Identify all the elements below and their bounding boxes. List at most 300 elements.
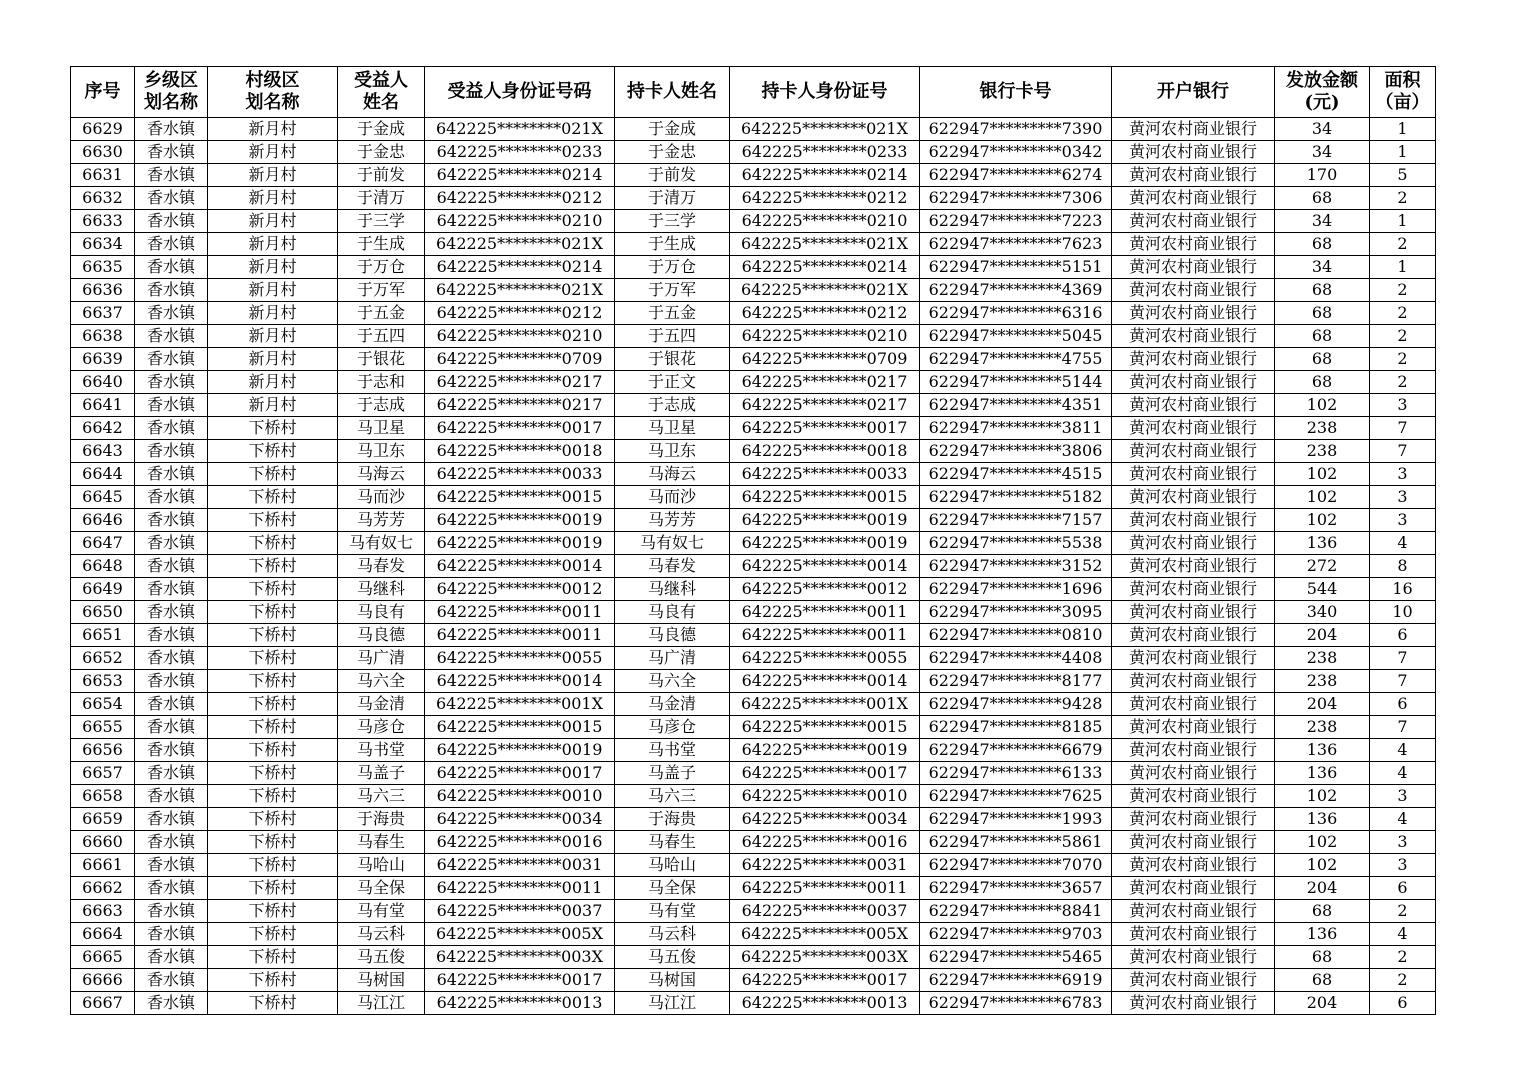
cell-cardholder-name: 于志成	[615, 394, 730, 417]
cell-index: 6641	[71, 394, 135, 417]
cell-amount: 102	[1275, 463, 1370, 486]
cell-village: 新月村	[208, 256, 338, 279]
cell-index: 6657	[71, 762, 135, 785]
cell-beneficiary-name: 于五金	[338, 302, 425, 325]
cell-township: 香水镇	[135, 762, 208, 785]
table-row	[71, 141, 1436, 164]
cell-village: 下桥村	[208, 647, 338, 670]
cell-index: 6646	[71, 509, 135, 532]
cell-beneficiary-id: 642225********0019	[425, 509, 615, 532]
cell-beneficiary-id: 642225********005X	[425, 923, 615, 946]
cell-area: 2	[1370, 279, 1436, 302]
cell-bank: 黄河农村商业银行	[1112, 854, 1275, 877]
col-header-bank: 开户银行	[1112, 67, 1275, 118]
cell-cardholder-name: 于万仓	[615, 256, 730, 279]
cell-township: 香水镇	[135, 302, 208, 325]
cell-village: 下桥村	[208, 417, 338, 440]
cell-beneficiary-name: 于前发	[338, 164, 425, 187]
cell-village: 下桥村	[208, 831, 338, 854]
cell-index: 6636	[71, 279, 135, 302]
cell-index: 6640	[71, 371, 135, 394]
table-row	[71, 371, 1436, 394]
cell-bank-card: 622947*********6274	[920, 164, 1112, 187]
cell-bank: 黄河农村商业银行	[1112, 670, 1275, 693]
cell-amount: 34	[1275, 210, 1370, 233]
cell-beneficiary-name: 于三学	[338, 210, 425, 233]
cell-index: 6648	[71, 555, 135, 578]
cell-cardholder-name: 马全保	[615, 877, 730, 900]
cell-beneficiary-name: 马有堂	[338, 900, 425, 923]
cell-beneficiary-name: 于生成	[338, 233, 425, 256]
col-header-index: 序号	[71, 67, 135, 118]
cell-bank: 黄河农村商业银行	[1112, 440, 1275, 463]
table-row	[71, 463, 1436, 486]
cell-beneficiary-id: 642225********0709	[425, 348, 615, 371]
cell-amount: 68	[1275, 348, 1370, 371]
cell-township: 香水镇	[135, 647, 208, 670]
cell-beneficiary-id: 642225********001X	[425, 693, 615, 716]
cell-township: 香水镇	[135, 923, 208, 946]
cell-township: 香水镇	[135, 946, 208, 969]
cell-beneficiary-id: 642225********0031	[425, 854, 615, 877]
cell-village: 下桥村	[208, 716, 338, 739]
cell-cardholder-id: 642225********0016	[730, 831, 920, 854]
cell-area: 1	[1370, 256, 1436, 279]
cell-beneficiary-id: 642225********021X	[425, 279, 615, 302]
payment-table	[70, 66, 1436, 1015]
cell-index: 6661	[71, 854, 135, 877]
cell-cardholder-name: 于生成	[615, 233, 730, 256]
cell-bank: 黄河农村商业银行	[1112, 831, 1275, 854]
cell-amount: 544	[1275, 578, 1370, 601]
cell-bank-card: 622947*********0342	[920, 141, 1112, 164]
cell-beneficiary-name: 马六三	[338, 785, 425, 808]
cell-beneficiary-name: 马春生	[338, 831, 425, 854]
cell-cardholder-name: 马春发	[615, 555, 730, 578]
cell-beneficiary-name: 于银花	[338, 348, 425, 371]
table-body	[71, 118, 1436, 1015]
table-row	[71, 532, 1436, 555]
cell-cardholder-name: 马树国	[615, 969, 730, 992]
table-row	[71, 923, 1436, 946]
cell-cardholder-id: 642225********0011	[730, 601, 920, 624]
cell-village: 下桥村	[208, 509, 338, 532]
cell-village: 新月村	[208, 164, 338, 187]
cell-index: 6655	[71, 716, 135, 739]
cell-area: 2	[1370, 302, 1436, 325]
cell-bank-card: 622947*********8841	[920, 900, 1112, 923]
cell-cardholder-name: 于海贵	[615, 808, 730, 831]
cell-cardholder-id: 642225********021X	[730, 118, 920, 141]
cell-beneficiary-name: 于志成	[338, 394, 425, 417]
cell-beneficiary-id: 642225********0014	[425, 555, 615, 578]
cell-bank-card: 622947*********3152	[920, 555, 1112, 578]
cell-village: 新月村	[208, 187, 338, 210]
cell-bank-card: 622947*********3811	[920, 417, 1112, 440]
cell-beneficiary-id: 642225********0037	[425, 900, 615, 923]
cell-beneficiary-name: 马而沙	[338, 486, 425, 509]
cell-bank: 黄河农村商业银行	[1112, 877, 1275, 900]
cell-bank-card: 622947*********3657	[920, 877, 1112, 900]
cell-bank-card: 622947*********5861	[920, 831, 1112, 854]
cell-bank: 黄河农村商业银行	[1112, 141, 1275, 164]
cell-area: 2	[1370, 900, 1436, 923]
cell-cardholder-id: 642225********0055	[730, 647, 920, 670]
cell-township: 香水镇	[135, 256, 208, 279]
cell-amount: 68	[1275, 187, 1370, 210]
cell-village: 下桥村	[208, 808, 338, 831]
cell-beneficiary-name: 马盖子	[338, 762, 425, 785]
cell-village: 下桥村	[208, 969, 338, 992]
cell-township: 香水镇	[135, 486, 208, 509]
cell-beneficiary-name: 马广清	[338, 647, 425, 670]
cell-cardholder-id: 642225********0010	[730, 785, 920, 808]
cell-cardholder-name: 马书堂	[615, 739, 730, 762]
cell-township: 香水镇	[135, 969, 208, 992]
cell-cardholder-name: 马六全	[615, 670, 730, 693]
table-row	[71, 670, 1436, 693]
cell-bank: 黄河农村商业银行	[1112, 325, 1275, 348]
cell-beneficiary-name: 马哈山	[338, 854, 425, 877]
cell-index: 6645	[71, 486, 135, 509]
cell-area: 6	[1370, 693, 1436, 716]
cell-cardholder-id: 642225********0012	[730, 578, 920, 601]
cell-village: 新月村	[208, 325, 338, 348]
cell-bank-card: 622947*********7625	[920, 785, 1112, 808]
cell-cardholder-id: 642225********0212	[730, 187, 920, 210]
cell-index: 6639	[71, 348, 135, 371]
cell-cardholder-name: 马卫星	[615, 417, 730, 440]
cell-cardholder-id: 642225********0017	[730, 762, 920, 785]
cell-township: 香水镇	[135, 463, 208, 486]
cell-index: 6638	[71, 325, 135, 348]
cell-beneficiary-name: 马卫东	[338, 440, 425, 463]
cell-beneficiary-id: 642225********0010	[425, 785, 615, 808]
cell-bank: 黄河农村商业银行	[1112, 348, 1275, 371]
col-header-beneficiary-id: 受益人身份证号码	[425, 67, 615, 118]
cell-amount: 340	[1275, 601, 1370, 624]
cell-cardholder-name: 马继科	[615, 578, 730, 601]
cell-cardholder-id: 642225********0017	[730, 417, 920, 440]
cell-township: 香水镇	[135, 693, 208, 716]
cell-index: 6667	[71, 992, 135, 1015]
cell-cardholder-id: 642225********0019	[730, 532, 920, 555]
cell-amount: 238	[1275, 647, 1370, 670]
cell-area: 2	[1370, 187, 1436, 210]
cell-cardholder-id: 642225********0018	[730, 440, 920, 463]
cell-index: 6630	[71, 141, 135, 164]
table-row	[71, 762, 1436, 785]
cell-area: 4	[1370, 532, 1436, 555]
table-row	[71, 739, 1436, 762]
cell-beneficiary-id: 642225********0012	[425, 578, 615, 601]
cell-township: 香水镇	[135, 992, 208, 1015]
cell-cardholder-name: 马有奴七	[615, 532, 730, 555]
cell-index: 6631	[71, 164, 135, 187]
cell-index: 6647	[71, 532, 135, 555]
cell-bank-card: 622947*********0810	[920, 624, 1112, 647]
cell-area: 2	[1370, 946, 1436, 969]
cell-area: 4	[1370, 739, 1436, 762]
table-row	[71, 417, 1436, 440]
cell-bank: 黄河农村商业银行	[1112, 647, 1275, 670]
table-row	[71, 969, 1436, 992]
cell-cardholder-name: 马六三	[615, 785, 730, 808]
cell-area: 2	[1370, 371, 1436, 394]
cell-bank-card: 622947*********8185	[920, 716, 1112, 739]
cell-cardholder-id: 642225********0214	[730, 256, 920, 279]
cell-cardholder-id: 642225********0037	[730, 900, 920, 923]
cell-area: 7	[1370, 440, 1436, 463]
cell-bank: 黄河农村商业银行	[1112, 739, 1275, 762]
cell-amount: 68	[1275, 900, 1370, 923]
cell-township: 香水镇	[135, 900, 208, 923]
cell-bank-card: 622947*********8177	[920, 670, 1112, 693]
table-row	[71, 555, 1436, 578]
cell-cardholder-name: 马有堂	[615, 900, 730, 923]
cell-village: 下桥村	[208, 670, 338, 693]
cell-bank: 黄河农村商业银行	[1112, 233, 1275, 256]
cell-township: 香水镇	[135, 371, 208, 394]
cell-bank: 黄河农村商业银行	[1112, 486, 1275, 509]
cell-township: 香水镇	[135, 601, 208, 624]
cell-beneficiary-id: 642225********0015	[425, 486, 615, 509]
cell-bank-card: 622947*********5538	[920, 532, 1112, 555]
cell-cardholder-id: 642225********0019	[730, 509, 920, 532]
cell-amount: 238	[1275, 716, 1370, 739]
cell-village: 新月村	[208, 371, 338, 394]
cell-township: 香水镇	[135, 417, 208, 440]
cell-index: 6644	[71, 463, 135, 486]
col-header-cardholder-name: 持卡人姓名	[615, 67, 730, 118]
cell-cardholder-id: 642225********0214	[730, 164, 920, 187]
cell-village: 下桥村	[208, 463, 338, 486]
cell-village: 下桥村	[208, 785, 338, 808]
table-row	[71, 716, 1436, 739]
cell-bank: 黄河农村商业银行	[1112, 394, 1275, 417]
col-header-village: 村级区 划名称	[208, 67, 338, 118]
cell-beneficiary-name: 马五俊	[338, 946, 425, 969]
cell-village: 新月村	[208, 141, 338, 164]
cell-beneficiary-name: 于万仓	[338, 256, 425, 279]
col-header-beneficiary-name: 受益人 姓名	[338, 67, 425, 118]
cell-beneficiary-name: 于万军	[338, 279, 425, 302]
cell-beneficiary-id: 642225********0210	[425, 325, 615, 348]
cell-cardholder-id: 642225********0217	[730, 394, 920, 417]
cell-index: 6642	[71, 417, 135, 440]
cell-area: 6	[1370, 992, 1436, 1015]
cell-bank: 黄河农村商业银行	[1112, 279, 1275, 302]
table-row	[71, 302, 1436, 325]
cell-village: 下桥村	[208, 946, 338, 969]
cell-village: 新月村	[208, 279, 338, 302]
cell-bank-card: 622947*********7390	[920, 118, 1112, 141]
cell-amount: 68	[1275, 969, 1370, 992]
cell-township: 香水镇	[135, 394, 208, 417]
cell-bank-card: 622947*********6679	[920, 739, 1112, 762]
cell-village: 下桥村	[208, 854, 338, 877]
cell-area: 5	[1370, 164, 1436, 187]
cell-index: 6664	[71, 923, 135, 946]
cell-cardholder-id: 642225********0031	[730, 854, 920, 877]
cell-cardholder-id: 642225********0210	[730, 325, 920, 348]
cell-area: 6	[1370, 877, 1436, 900]
cell-township: 香水镇	[135, 670, 208, 693]
cell-area: 3	[1370, 486, 1436, 509]
col-header-cardholder-id: 持卡人身份证号	[730, 67, 920, 118]
cell-beneficiary-name: 于金忠	[338, 141, 425, 164]
cell-beneficiary-name: 马卫星	[338, 417, 425, 440]
cell-area: 3	[1370, 854, 1436, 877]
cell-amount: 68	[1275, 946, 1370, 969]
cell-cardholder-id: 642225********021X	[730, 233, 920, 256]
col-header-bank-card: 银行卡号	[920, 67, 1112, 118]
table-row	[71, 486, 1436, 509]
cell-cardholder-name: 马春生	[615, 831, 730, 854]
cell-bank-card: 622947*********7623	[920, 233, 1112, 256]
cell-cardholder-name: 马良德	[615, 624, 730, 647]
cell-beneficiary-name: 马六全	[338, 670, 425, 693]
cell-bank: 黄河农村商业银行	[1112, 601, 1275, 624]
cell-cardholder-id: 642225********0033	[730, 463, 920, 486]
cell-bank: 黄河农村商业银行	[1112, 532, 1275, 555]
table-row	[71, 785, 1436, 808]
cell-beneficiary-id: 642225********0214	[425, 256, 615, 279]
cell-area: 6	[1370, 624, 1436, 647]
table-row	[71, 279, 1436, 302]
cell-beneficiary-id: 642225********0019	[425, 532, 615, 555]
cell-village: 下桥村	[208, 900, 338, 923]
cell-township: 香水镇	[135, 831, 208, 854]
cell-bank-card: 622947*********4369	[920, 279, 1112, 302]
cell-index: 6665	[71, 946, 135, 969]
table-row	[71, 118, 1436, 141]
cell-index: 6653	[71, 670, 135, 693]
cell-village: 下桥村	[208, 624, 338, 647]
table-row	[71, 187, 1436, 210]
cell-bank: 黄河农村商业银行	[1112, 578, 1275, 601]
cell-bank-card: 622947*********9428	[920, 693, 1112, 716]
cell-bank: 黄河农村商业银行	[1112, 716, 1275, 739]
table-row	[71, 693, 1436, 716]
cell-area: 4	[1370, 923, 1436, 946]
cell-village: 下桥村	[208, 578, 338, 601]
cell-township: 香水镇	[135, 440, 208, 463]
cell-village: 新月村	[208, 394, 338, 417]
cell-area: 7	[1370, 716, 1436, 739]
cell-township: 香水镇	[135, 854, 208, 877]
table-row	[71, 348, 1436, 371]
cell-beneficiary-id: 642225********0017	[425, 969, 615, 992]
cell-cardholder-name: 马金清	[615, 693, 730, 716]
table-row	[71, 854, 1436, 877]
cell-index: 6650	[71, 601, 135, 624]
cell-bank-card: 622947*********6919	[920, 969, 1112, 992]
cell-cardholder-name: 马五俊	[615, 946, 730, 969]
table-row	[71, 256, 1436, 279]
cell-amount: 136	[1275, 532, 1370, 555]
cell-beneficiary-name: 于志和	[338, 371, 425, 394]
cell-village: 新月村	[208, 302, 338, 325]
cell-area: 4	[1370, 808, 1436, 831]
cell-bank: 黄河农村商业银行	[1112, 693, 1275, 716]
cell-amount: 136	[1275, 923, 1370, 946]
cell-cardholder-name: 马哈山	[615, 854, 730, 877]
cell-bank: 黄河农村商业银行	[1112, 164, 1275, 187]
cell-village: 新月村	[208, 233, 338, 256]
cell-bank-card: 622947*********5182	[920, 486, 1112, 509]
cell-bank-card: 622947*********5465	[920, 946, 1112, 969]
cell-bank-card: 622947*********5045	[920, 325, 1112, 348]
cell-amount: 34	[1275, 256, 1370, 279]
table-row	[71, 946, 1436, 969]
cell-village: 下桥村	[208, 992, 338, 1015]
cell-cardholder-id: 642225********0015	[730, 716, 920, 739]
cell-cardholder-id: 642225********021X	[730, 279, 920, 302]
cell-cardholder-id: 642225********0011	[730, 877, 920, 900]
cell-cardholder-name: 马广清	[615, 647, 730, 670]
table-row	[71, 394, 1436, 417]
cell-beneficiary-id: 642225********0210	[425, 210, 615, 233]
cell-amount: 102	[1275, 854, 1370, 877]
cell-bank: 黄河农村商业银行	[1112, 118, 1275, 141]
cell-bank: 黄河农村商业银行	[1112, 463, 1275, 486]
cell-area: 3	[1370, 394, 1436, 417]
cell-cardholder-id: 642225********0709	[730, 348, 920, 371]
cell-cardholder-id: 642225********0011	[730, 624, 920, 647]
cell-bank: 黄河农村商业银行	[1112, 210, 1275, 233]
cell-area: 2	[1370, 325, 1436, 348]
cell-area: 2	[1370, 233, 1436, 256]
cell-village: 下桥村	[208, 555, 338, 578]
cell-bank: 黄河农村商业银行	[1112, 923, 1275, 946]
cell-bank-card: 622947*********6316	[920, 302, 1112, 325]
cell-amount: 136	[1275, 739, 1370, 762]
cell-beneficiary-id: 642225********0212	[425, 302, 615, 325]
cell-bank: 黄河农村商业银行	[1112, 302, 1275, 325]
table-row	[71, 440, 1436, 463]
cell-village: 下桥村	[208, 739, 338, 762]
cell-village: 新月村	[208, 118, 338, 141]
table-row	[71, 992, 1436, 1015]
cell-bank-card: 622947*********7157	[920, 509, 1112, 532]
cell-township: 香水镇	[135, 233, 208, 256]
cell-village: 下桥村	[208, 601, 338, 624]
cell-village: 下桥村	[208, 923, 338, 946]
cell-amount: 238	[1275, 670, 1370, 693]
cell-bank-card: 622947*********5144	[920, 371, 1112, 394]
cell-beneficiary-name: 于金成	[338, 118, 425, 141]
cell-amount: 238	[1275, 417, 1370, 440]
cell-area: 1	[1370, 118, 1436, 141]
cell-village: 下桥村	[208, 877, 338, 900]
cell-beneficiary-name: 于五四	[338, 325, 425, 348]
cell-index: 6666	[71, 969, 135, 992]
cell-amount: 102	[1275, 831, 1370, 854]
cell-bank-card: 622947*********3806	[920, 440, 1112, 463]
cell-amount: 34	[1275, 118, 1370, 141]
cell-cardholder-id: 642225********003X	[730, 946, 920, 969]
table-row	[71, 877, 1436, 900]
cell-beneficiary-name: 于海贵	[338, 808, 425, 831]
cell-beneficiary-name: 于清万	[338, 187, 425, 210]
cell-beneficiary-id: 642225********0034	[425, 808, 615, 831]
cell-area: 8	[1370, 555, 1436, 578]
cell-area: 3	[1370, 785, 1436, 808]
cell-bank-card: 622947*********4515	[920, 463, 1112, 486]
cell-area: 3	[1370, 509, 1436, 532]
cell-cardholder-name: 马彦仓	[615, 716, 730, 739]
